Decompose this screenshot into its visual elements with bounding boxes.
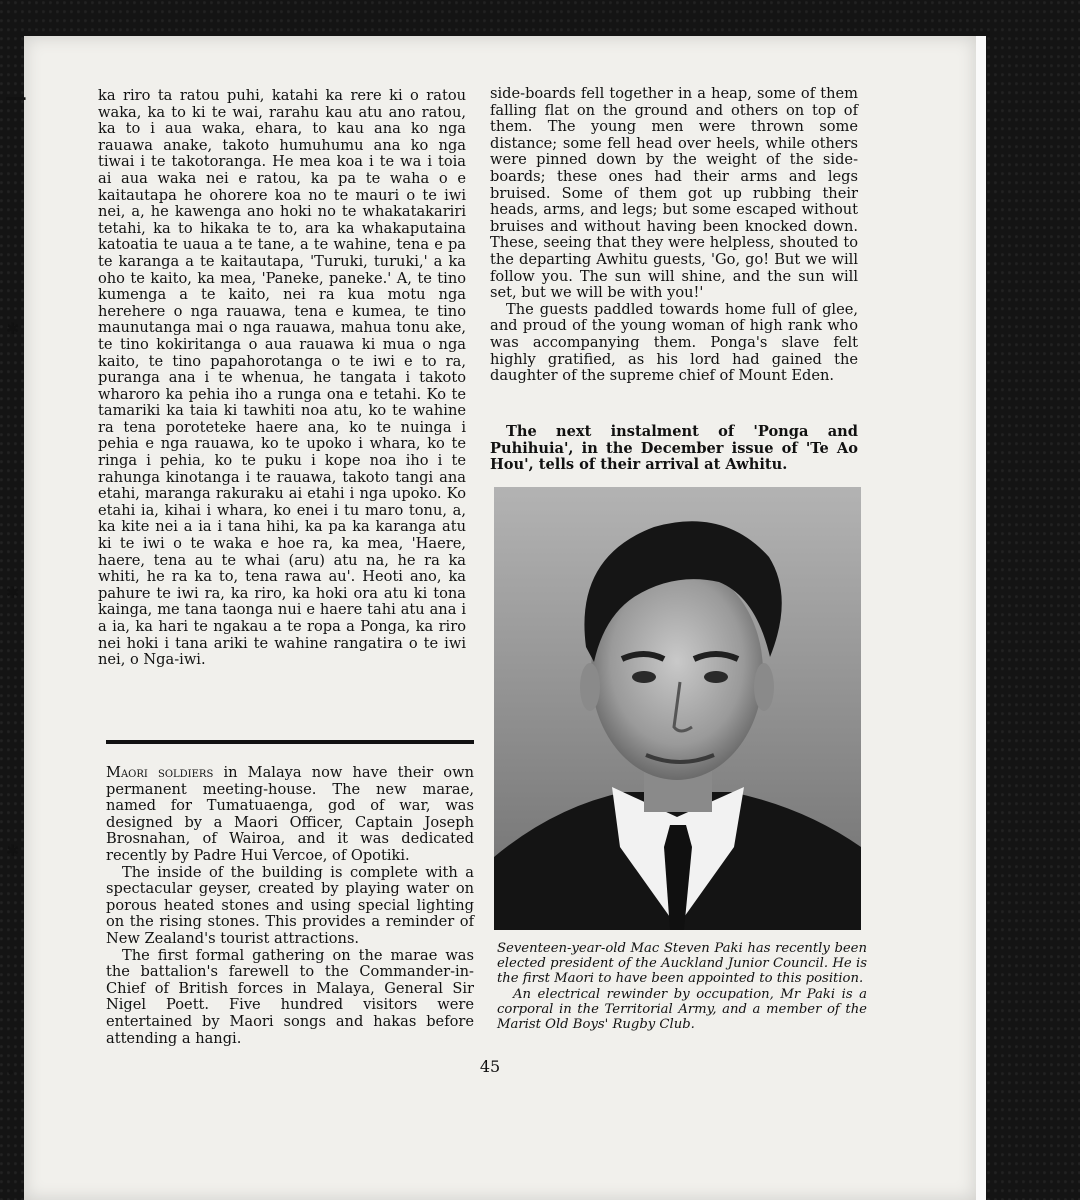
- section-divider: [106, 740, 474, 744]
- news-lead-rest: in Malaya now have their own permanent meeting-house. The new marae, named for Tumatuaenga, god of war, was designed by a Maori Officer, Captain Joseph Brosnahan, of Wairoa, and it was dedicated recently by Padre Hui Vercoe, of Opotiki.: [106, 764, 474, 864]
- margin-mark: ━━: [6, 89, 26, 108]
- page-number: 45: [479, 1057, 501, 1076]
- margin-mark: •: [6, 1063, 16, 1082]
- english-text-column: [490, 86, 858, 385]
- news-paragraph: The inside of the building is complete with a spectacular geyser, created by playing water on porous heated stones and using special lighting on the rising stones. This provides a reminder of New Zealand's tourist attractions.: [106, 863, 474, 947]
- maori-paragraph: ka riro ta ratou puhi, katahi ka rere ki o ratou waka, ka to ki te wai, rarahu kau atu ano ratou, ka to i aua waka, ehara, to kau ana ko nga rauawa anake, takoto humuhumu ana ko nga tiwai i te takotoranga. He mea koa i te wa i toia ai aua waka nei e ratou, ka pa te waha o e kaitautapa he ohorere koa no te mauri o te iwi nei, a, he kawenga ano hoki no te whakatakariri tetahi, ka to hikaka te to, ara ka whakaputaina katoatia te uaua a te tane, a te wahine, tena e pa te karanga a te kaitautapa, 'Turuki, turuki,' a ka oho te kaito, ka mea, 'Paneke, paneke.' A, te tino kumenga a te kaito, nei ra kua motu nga herehere o nga rauawa, tena e kumea, te tino maunutanga mai o nga rauawa, mahua tonu ake, te tino kokiritanga o aua rauawa ki mua o nga kaito, te tino papahorotanga o te iwi e to ra, puranga ana i te whenua, he tangata i takoto wharoro ka pehia iho a runga ona e tetahi. Ko te tamariki ka taia ki tawhiti noa atu, ko te wahine ra tena poroteteke haere ana, ko te nuinga i pehia e nga rauawa, ko te upoko i whara, ko te ringa i pehia, ko te puku i kope noa iho i te rahunga kinotanga i te rauawa, takoto tangi ana etahi, maranga rakuraku ai etahi i nga upoko. Ko etahi ia, kihai i whara, ko enei i tu maro tonu, a, ka kite nei a ia i tana hihi, ka pa ka karanga atu ki te iwi o te waka e hoe ra, ka mea, 'Haere, haere, tena au te whai (aru) atu na, he ra ka whiti, he ra ka to, tena rawa au'. Heoti ano, ka pahure te iwi ra, ka riro, ka hoki ora atu ki tona kainga, me tana taonga nui e haere tahi atu ana i a ia, ka hari te ngakau a te ropa a Ponga, ka riro nei hoki i tana ariki te wahine rangatira o te iwi nei, o Nga-iwi.: [98, 87, 466, 669]
- caption-paragraph: An electrical rewinder by occupation, Mr Paki is a corporal in the Territorial Army, and a member of the Marist Old Boys' Rugby Club.: [497, 986, 867, 1033]
- page-edge: [976, 36, 986, 1200]
- english-paragraph: The guests paddled towards home full of glee, and proud of the young woman of high rank who was accompanying them. Ponga's slave felt highly gratified, as his lord had gained the daughter of the supreme chief of Mount Eden.: [490, 300, 858, 385]
- margin-mark: ✱: [6, 319, 20, 338]
- news-lead: Maori soldiers: [106, 764, 214, 781]
- photo-caption: [497, 941, 867, 1032]
- next-instalment-note: The next instalment of 'Ponga and Puhihuia', in the December issue of 'Te Ao Hou', tells of their arrival at Awhitu.: [490, 423, 858, 474]
- margin-mark: ✱: [6, 841, 20, 860]
- english-paragraph: side-boards fell together in a heap, some of them falling flat on the ground and others on top of them. The young men were thrown some distance; some fell head over heels, while others were pinned down by the weight of the side-boards; these ones had their arms and legs bruised. Some of them got up rubbing their heads, arms, and legs; but some escaped without bruises and without having been knocked down. These, seeing that they were helpless, shouted to the departing Awhitu guests, 'Go, go! But we will follow you. The sun will shine, and the sun will set, but we will be with you!': [490, 85, 858, 302]
- margin-mark: ✱: [6, 583, 20, 602]
- news-column: [106, 765, 474, 1047]
- portrait-photo: [494, 487, 861, 930]
- maori-text-column: [98, 88, 466, 669]
- news-paragraph: [106, 765, 474, 865]
- caption-paragraph: Seventeen-year-old Mac Steven Paki has recently been elected president of the Auckland Junior Council. He is the first Maori to have been appointed to this position.: [497, 941, 867, 987]
- portrait-image: [494, 487, 861, 930]
- news-paragraph: The first formal gathering on the marae was the battalion's farewell to the Commander-in-Chief of British forces in Malaya, General Sir Nigel Poett. Five hundred visitors were entertained by Maori songs and hakas before attending a hangi.: [106, 946, 474, 1047]
